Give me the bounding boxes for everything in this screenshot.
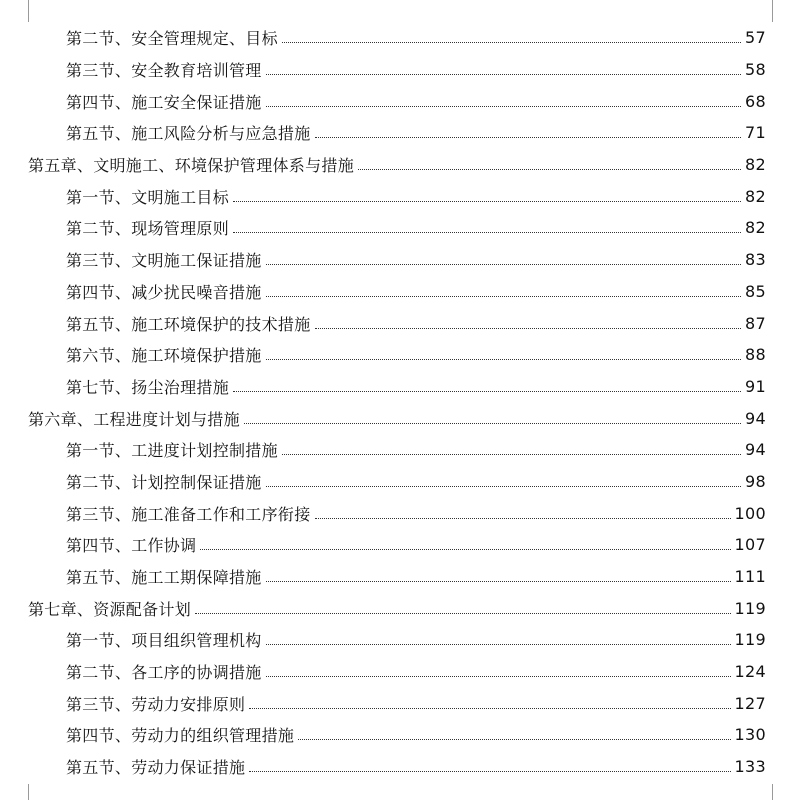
toc-page-number: 107 xyxy=(734,535,766,555)
toc-entry-title: 第六章、工程进度计划与措施 xyxy=(28,409,240,429)
toc-dot-leader xyxy=(266,485,741,487)
toc-section-entry[interactable] xyxy=(0,687,800,719)
toc-page-number: 82 xyxy=(745,218,766,238)
toc-page-number: 94 xyxy=(745,440,766,460)
toc-entry-title: 第四节、劳动力的组织管理措施 xyxy=(66,726,295,746)
toc-page-number: 85 xyxy=(745,281,766,301)
toc-entry-title: 第一节、项目组织管理机构 xyxy=(66,631,262,651)
margin-mark-bottom-left xyxy=(28,784,29,800)
toc-entry-title: 第七章、资源配备计划 xyxy=(28,599,192,619)
margin-mark-bottom-right xyxy=(772,784,773,800)
toc-page-number: 98 xyxy=(745,471,766,491)
toc-entry-title: 第四节、减少扰民噪音措施 xyxy=(66,282,262,302)
toc-section-entry[interactable] xyxy=(0,276,800,308)
toc-page-number: 130 xyxy=(734,725,766,745)
toc-section-entry[interactable] xyxy=(0,751,800,783)
toc-page-number: 88 xyxy=(745,345,766,365)
toc-section-entry[interactable] xyxy=(0,54,800,86)
toc-page-number: 82 xyxy=(745,186,766,206)
toc-page-number: 124 xyxy=(734,662,766,682)
toc-page-number: 71 xyxy=(745,123,766,143)
toc-entry-title: 第三节、安全教育培训管理 xyxy=(66,61,262,81)
toc-section-entry[interactable] xyxy=(0,466,800,498)
table-of-contents xyxy=(0,22,800,783)
toc-page-number: 83 xyxy=(745,250,766,270)
toc-chapter-entry[interactable] xyxy=(0,402,800,434)
toc-section-entry[interactable] xyxy=(0,212,800,244)
toc-dot-leader xyxy=(233,390,741,392)
toc-section-entry[interactable] xyxy=(0,561,800,593)
toc-section-entry[interactable] xyxy=(0,656,800,688)
toc-dot-leader xyxy=(244,422,741,424)
toc-page-number: 94 xyxy=(745,408,766,428)
toc-chapter-entry[interactable] xyxy=(0,592,800,624)
toc-entry-title: 第五章、文明施工、环境保护管理体系与措施 xyxy=(28,156,355,176)
toc-section-entry[interactable] xyxy=(0,117,800,149)
toc-section-entry[interactable] xyxy=(0,22,800,54)
toc-section-entry[interactable] xyxy=(0,85,800,117)
toc-dot-leader xyxy=(266,263,741,265)
toc-entry-title: 第五节、施工风险分析与应急措施 xyxy=(66,124,311,144)
toc-dot-leader xyxy=(315,517,731,519)
toc-entry-title: 第三节、劳动力安排原则 xyxy=(66,694,246,714)
margin-mark-top-left xyxy=(28,0,29,22)
toc-dot-leader xyxy=(266,105,741,107)
toc-dot-leader xyxy=(266,358,741,360)
toc-page-number: 133 xyxy=(734,757,766,777)
toc-entry-title: 第一节、工进度计划控制措施 xyxy=(66,441,278,461)
toc-dot-leader xyxy=(315,327,742,329)
toc-dot-leader xyxy=(298,738,730,740)
toc-page-number: 91 xyxy=(745,376,766,396)
toc-dot-leader xyxy=(266,295,741,297)
toc-dot-leader xyxy=(282,41,741,43)
toc-page-number: 68 xyxy=(745,91,766,111)
toc-entry-title: 第三节、施工准备工作和工序衔接 xyxy=(66,504,311,524)
toc-page-number: 87 xyxy=(745,313,766,333)
toc-page-number: 119 xyxy=(734,630,766,650)
toc-section-entry[interactable] xyxy=(0,371,800,403)
toc-dot-leader xyxy=(233,231,741,233)
toc-entry-title: 第四节、工作协调 xyxy=(66,536,197,556)
toc-section-entry[interactable] xyxy=(0,339,800,371)
toc-section-entry[interactable] xyxy=(0,307,800,339)
toc-section-entry[interactable] xyxy=(0,497,800,529)
toc-entry-title: 第五节、施工环境保护的技术措施 xyxy=(66,314,311,334)
toc-dot-leader xyxy=(233,200,741,202)
toc-entry-title: 第二节、各工序的协调措施 xyxy=(66,663,262,683)
toc-section-entry[interactable] xyxy=(0,434,800,466)
toc-entry-title: 第一节、文明施工目标 xyxy=(66,187,230,207)
toc-page-number: 127 xyxy=(734,693,766,713)
toc-page-number: 119 xyxy=(734,598,766,618)
toc-section-entry[interactable] xyxy=(0,624,800,656)
toc-entry-title: 第二节、计划控制保证措施 xyxy=(66,472,262,492)
toc-entry-title: 第六节、施工环境保护措施 xyxy=(66,346,262,366)
toc-chapter-entry[interactable] xyxy=(0,149,800,181)
toc-page-number: 58 xyxy=(745,60,766,80)
toc-entry-title: 第五节、劳动力保证措施 xyxy=(66,758,246,778)
toc-dot-leader xyxy=(249,770,730,772)
toc-page-number: 57 xyxy=(745,28,766,48)
toc-section-entry[interactable] xyxy=(0,180,800,212)
toc-entry-title: 第五节、施工工期保障措施 xyxy=(66,568,262,588)
toc-dot-leader xyxy=(200,548,730,550)
toc-page-number: 82 xyxy=(745,155,766,175)
toc-section-entry[interactable] xyxy=(0,529,800,561)
toc-dot-leader xyxy=(195,612,731,614)
toc-dot-leader xyxy=(249,707,730,709)
toc-page-number: 111 xyxy=(734,567,766,587)
margin-mark-top-right xyxy=(772,0,773,22)
toc-dot-leader xyxy=(282,453,741,455)
toc-dot-leader xyxy=(266,580,731,582)
toc-dot-leader xyxy=(315,136,742,138)
toc-entry-title: 第三节、文明施工保证措施 xyxy=(66,251,262,271)
toc-entry-title: 第二节、安全管理规定、目标 xyxy=(66,29,278,49)
toc-dot-leader xyxy=(266,73,741,75)
toc-dot-leader xyxy=(266,643,731,645)
toc-section-entry[interactable] xyxy=(0,719,800,751)
toc-section-entry[interactable] xyxy=(0,244,800,276)
toc-page-number: 100 xyxy=(734,503,766,523)
toc-entry-title: 第二节、现场管理原则 xyxy=(66,219,230,239)
toc-entry-title: 第七节、扬尘治理措施 xyxy=(66,377,230,397)
toc-entry-title: 第四节、施工安全保证措施 xyxy=(66,92,262,112)
toc-dot-leader xyxy=(266,675,731,677)
toc-dot-leader xyxy=(358,168,741,170)
